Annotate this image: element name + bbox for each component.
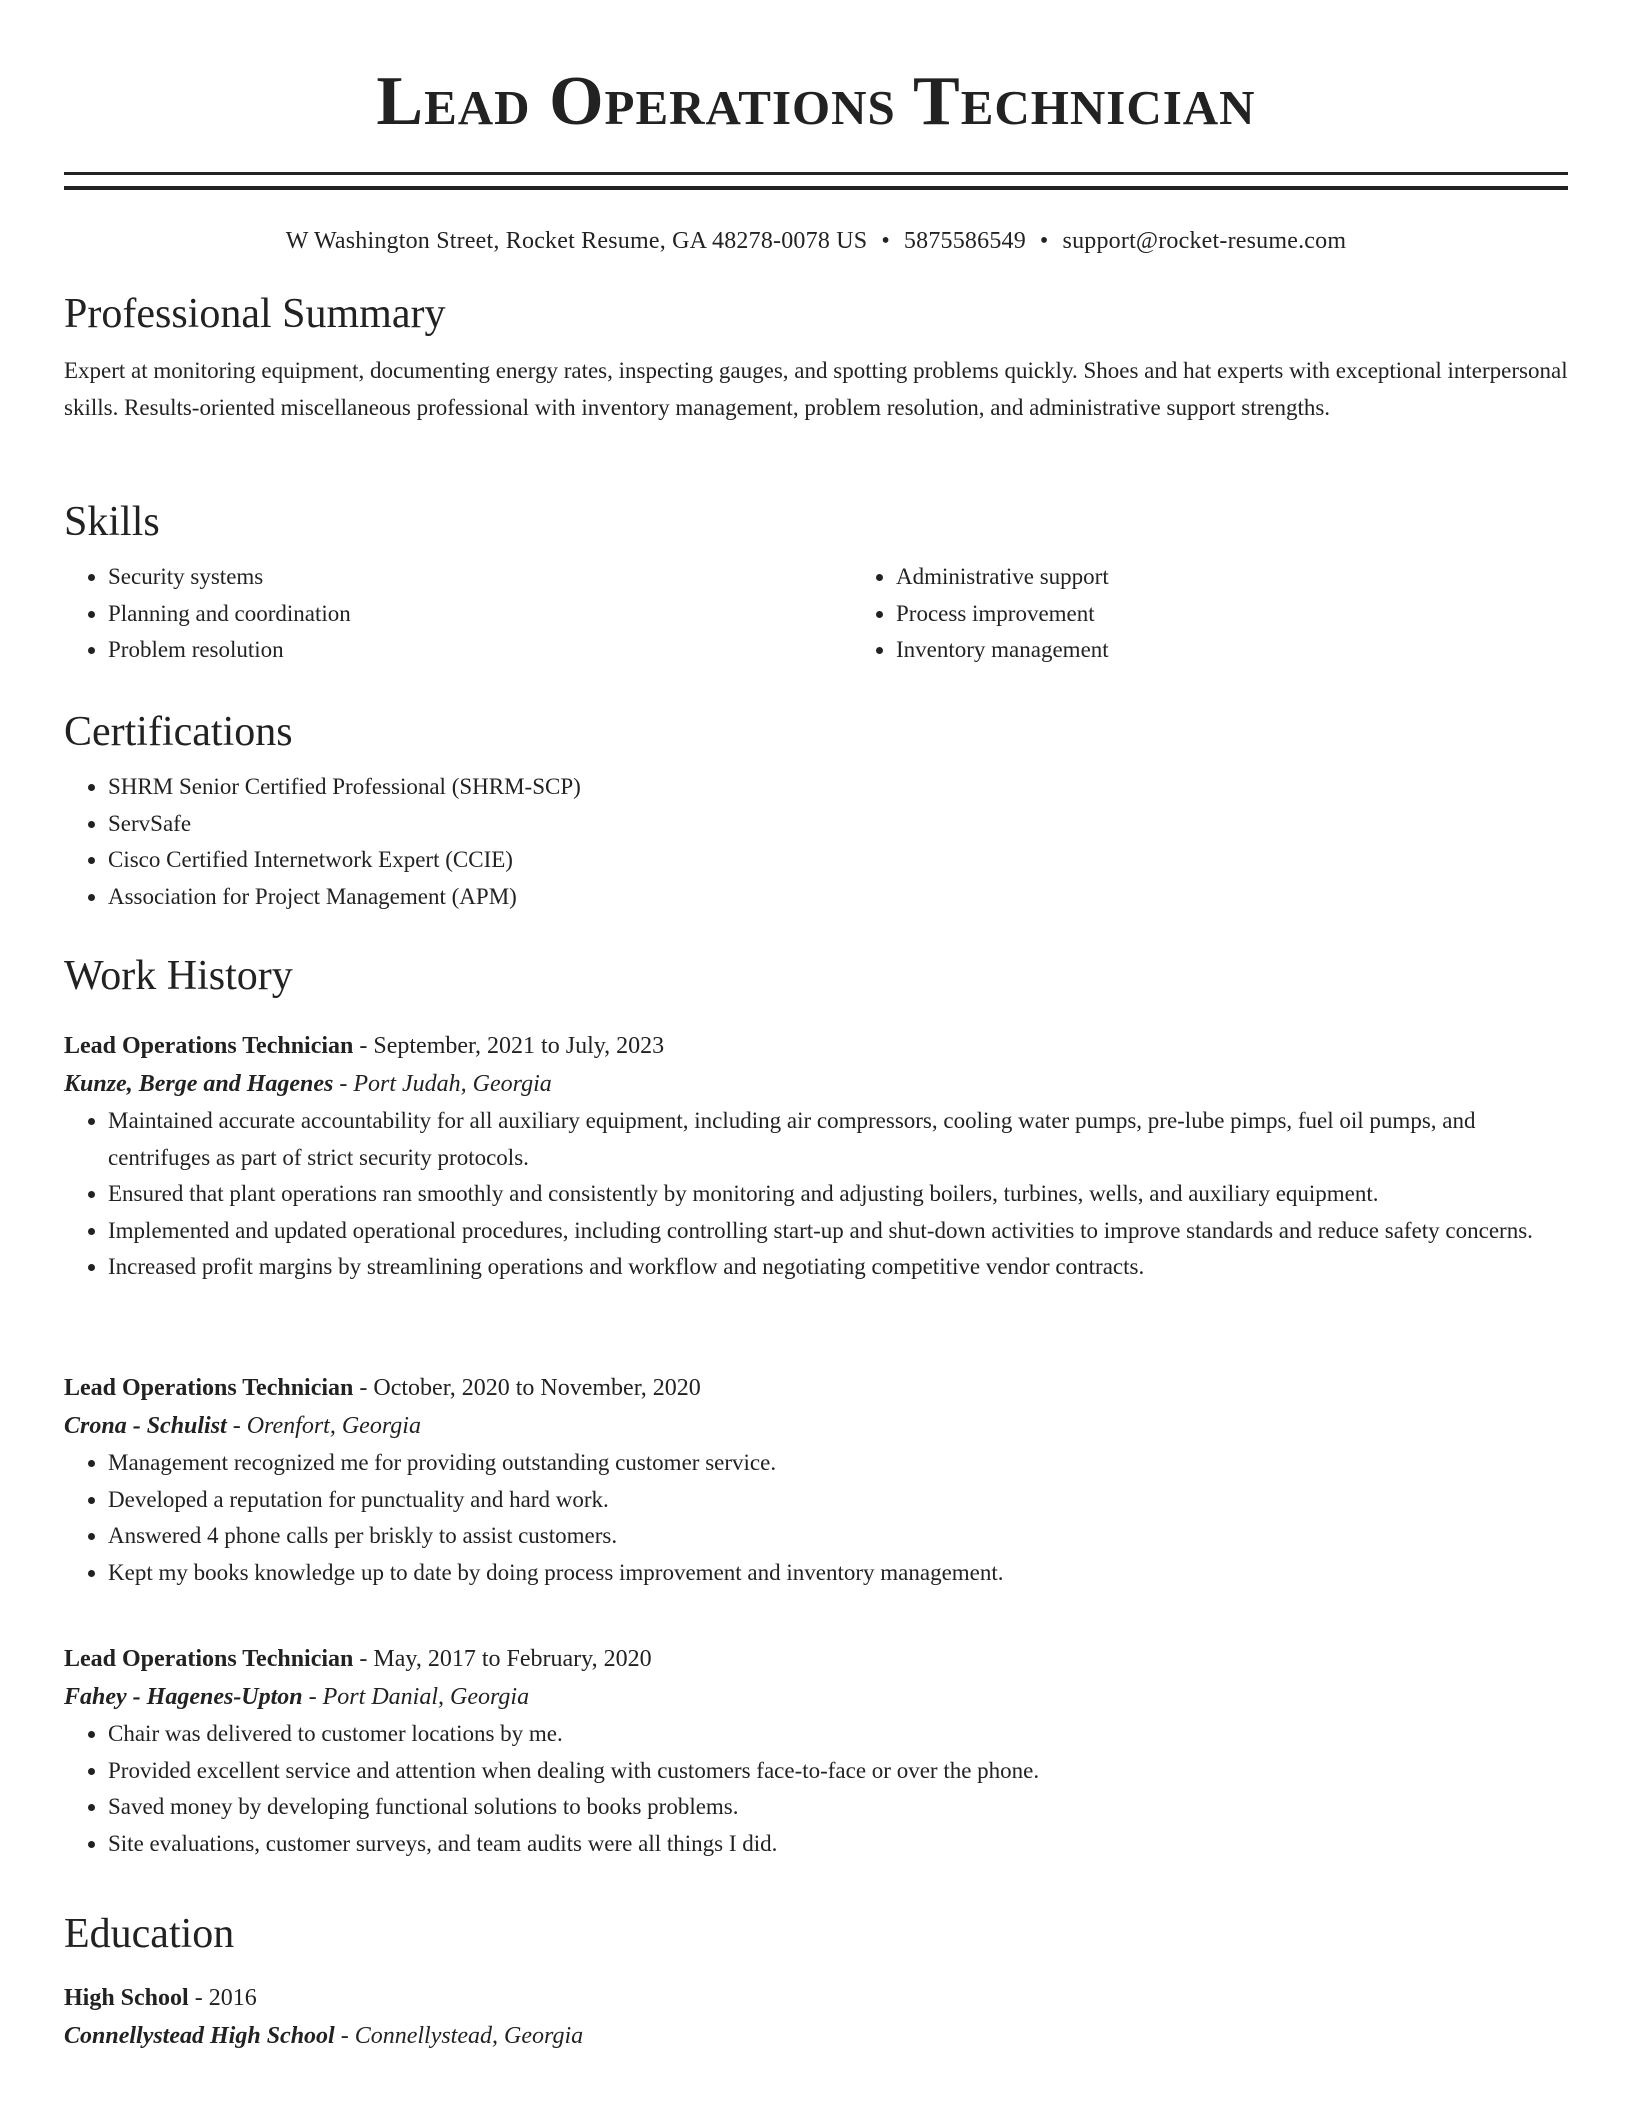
certification-item: • Association for Project Management (APM): [108, 879, 1568, 916]
job-bullets: [64, 1716, 1568, 1862]
job-bullet: • Provided excellent service and attention when dealing with customers face-to-face or over the phone.: [108, 1753, 1568, 1790]
job-company: Fahey - Hagenes-Upton: [64, 1684, 303, 1710]
skill-item: • Process improvement: [896, 596, 1632, 633]
job-title: Lead Operations Technician: [64, 1646, 354, 1672]
skill-item: • Security systems: [108, 559, 852, 596]
job-bullet: • Saved money by developing functional solutions to books problems.: [108, 1789, 1568, 1826]
education-section: [64, 1909, 1568, 2055]
education-school-line: [64, 2017, 1568, 2055]
job-company-line: [64, 1065, 1568, 1103]
certifications-section: [64, 707, 1568, 915]
job-bullet: • Site evaluations, customer surveys, and team audits were all things I did.: [108, 1826, 1568, 1863]
job-company: Kunze, Berge and Hagenes: [64, 1071, 334, 1097]
certification-item: • Cisco Certified Internetwork Expert (CCIE): [108, 842, 1568, 879]
education-school: Connellystead High School: [64, 2023, 335, 2049]
summary-text: Expert at monitoring equipment, documenting energy rates, inspecting gauges, and spotting problems quickly. Shoes and hat experts with exceptional interpersonal skills. Results-oriented miscellaneous professional with inventory management, problem resolution, and administrative support strengths.: [64, 358, 1568, 420]
certifications-heading: Certifications: [64, 709, 293, 755]
skills-grid: [64, 559, 1568, 669]
job-title: Lead Operations Technician: [64, 1375, 354, 1401]
job-bullets: [64, 1445, 1568, 1591]
job-dates: - October, 2020 to November, 2020: [353, 1375, 701, 1401]
education-degree-line: [64, 1979, 1568, 2017]
job-dates: - September, 2021 to July, 2023: [353, 1033, 665, 1059]
job-entry: [64, 1027, 1568, 1286]
job-bullet: • Management recognized me for providing outstanding customer service.: [108, 1445, 1568, 1482]
education-entry: [64, 1979, 1568, 2055]
job-bullet: • Implemented and updated operational procedures, including controlling start-up and shut-down activities to improve standards and reduce safety concerns.: [108, 1213, 1568, 1250]
education-degree: High School: [64, 1985, 189, 2011]
certification-item: • ServSafe: [108, 806, 1568, 843]
job-bullet: • Developed a reputation for punctuality and hard work.: [108, 1482, 1568, 1519]
skills-list-left: [64, 559, 852, 669]
certifications-list: [64, 769, 1568, 915]
skill-item: • Administrative support: [896, 559, 1632, 596]
job-bullets: [64, 1103, 1568, 1286]
job-bullet: • Answered 4 phone calls per briskly to assist customers.: [108, 1518, 1568, 1555]
contact-separator: •: [881, 228, 890, 254]
job-location: - Orenfort, Georgia: [226, 1413, 421, 1439]
job-bullet: • Increased profit margins by streamlining operations and workflow and negotiating competitive vendor contracts.: [108, 1249, 1568, 1286]
education-location: - Connellystead, Georgia: [334, 2023, 584, 2049]
summary-heading: Professional Summary: [64, 291, 446, 337]
contact-phone: 5875586549: [903, 228, 1026, 254]
summary-section: [64, 289, 1568, 426]
job-company-line: [64, 1678, 1568, 1716]
contact-line: [64, 226, 1568, 256]
job-bullet: • Chair was delivered to customer locations by me.: [108, 1716, 1568, 1753]
job-title-line: [64, 1640, 1568, 1678]
contact-separator: •: [1039, 228, 1049, 254]
job-title-line: [64, 1027, 1568, 1065]
job-entry: [64, 1369, 1568, 1591]
job-bullet: • Kept my books knowledge up to date by doing process improvement and inventory management.: [108, 1555, 1568, 1592]
education-year: - 2016: [188, 1985, 257, 2011]
education-heading: Education: [64, 1911, 235, 1957]
job-company: Crona - Schulist: [64, 1413, 227, 1439]
contact-address: W Washington Street, Rocket Resume, GA 48278-0078 US: [285, 228, 868, 254]
skill-item: • Inventory management: [896, 632, 1632, 669]
skills-heading: Skills: [64, 499, 160, 545]
job-location: - Port Judah, Georgia: [333, 1071, 552, 1097]
job-bullet: • Ensured that plant operations ran smoothly and consistently by monitoring and adjusting boilers, turbines, wells, and auxiliary equipment.: [108, 1176, 1568, 1213]
job-dates: - May, 2017 to February, 2020: [353, 1646, 652, 1672]
contact-email: support@rocket-resume.com: [1062, 228, 1347, 254]
skill-item: • Planning and coordination: [108, 596, 852, 633]
certification-item: • SHRM Senior Certified Professional (SHRM-SCP): [108, 769, 1568, 806]
job-entry: [64, 1640, 1568, 1862]
skills-list-right: [852, 559, 1632, 669]
job-title-line: [64, 1369, 1568, 1407]
resume-title: Lead Operations Technician: [376, 63, 1256, 140]
job-title: Lead Operations Technician: [64, 1033, 354, 1059]
skill-item: • Problem resolution: [108, 632, 852, 669]
job-location: - Port Danial, Georgia: [302, 1684, 530, 1710]
job-bullet: • Maintained accurate accountability for all auxiliary equipment, including air compressors, cooling water pumps, pre-lube pimps, fuel oil pumps, and centrifuges as part of strict security protocols.: [108, 1103, 1568, 1176]
work-history-heading: Work History: [64, 953, 293, 999]
work-history-heading-block: [64, 951, 1568, 1001]
skills-section: [64, 497, 1568, 669]
title-double-rule: [64, 172, 1568, 190]
job-company-line: [64, 1407, 1568, 1445]
